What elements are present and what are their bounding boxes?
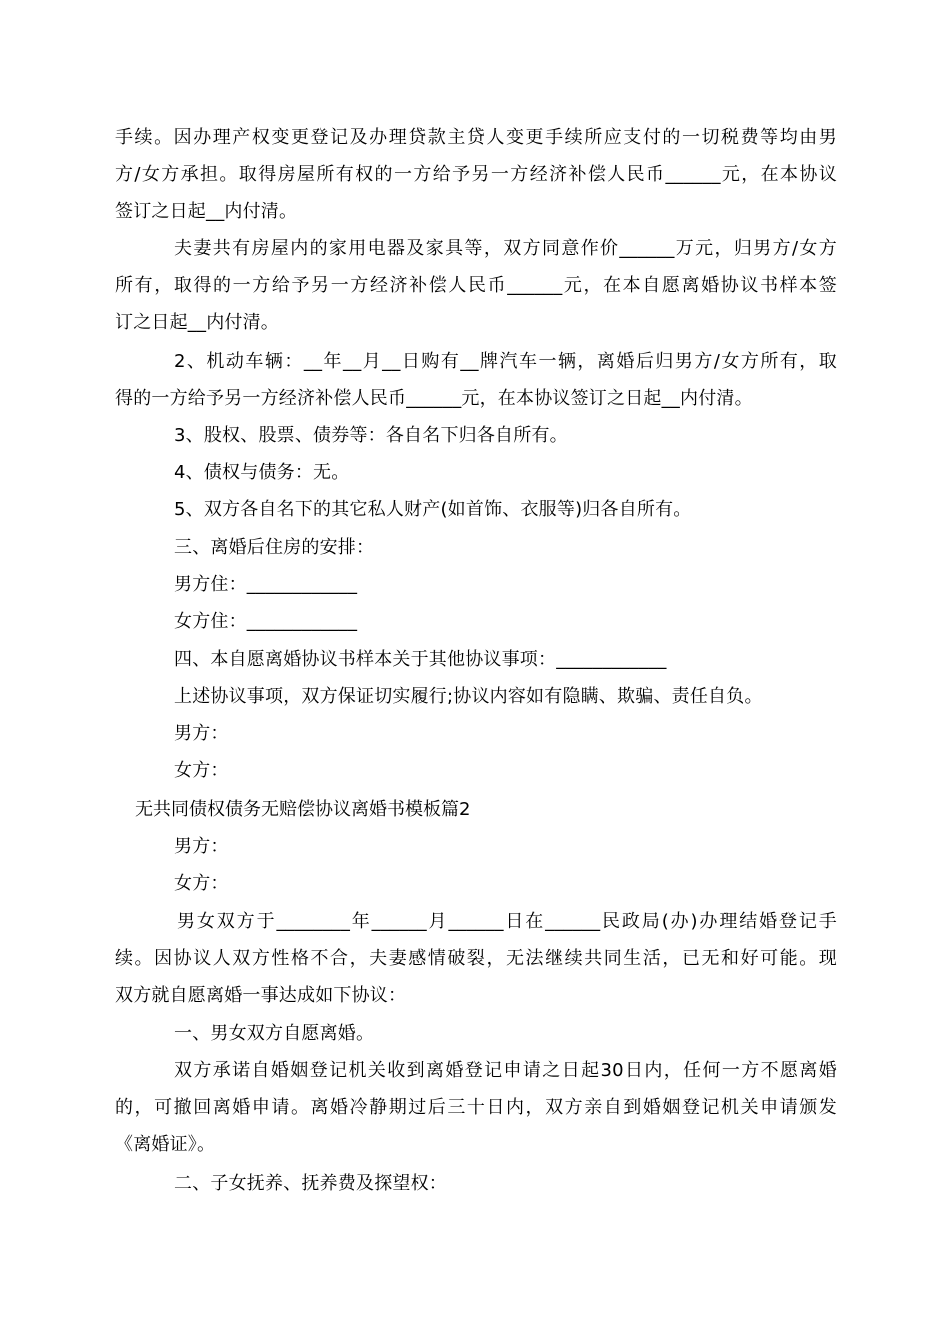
paragraph-line: 上述协议事项，双方保证切实履行;协议内容如有隐瞒、欺骗、责任自负。	[174, 686, 763, 707]
paragraph-line: 得的一方给予另一方经济补偿人民币______元，在本协议签订之日起__内付清。	[115, 388, 753, 409]
section-heading: 四、本自愿离婚协议书样本关于其他协议事项：____________	[174, 649, 667, 670]
paragraph-line: 男女双方于________年______月______日在______民政局(办)办理结婚登记手	[177, 911, 837, 932]
paragraph-line: 的，可撤回离婚申请。离婚冷静期过后三十日内，双方亲自到婚姻登记机关申请颁发	[115, 1097, 837, 1118]
paragraph-line: 3、股权、股票、债券等：各自名下归各自所有。	[174, 425, 568, 446]
paragraph-line: 男方住：____________	[174, 574, 358, 595]
section-heading: 二、子女抚养、抚养费及探望权：	[174, 1173, 447, 1194]
paragraph-line: 《离婚证》。	[115, 1134, 216, 1155]
paragraph-line: 手续。因办理产权变更登记及办理贷款主贷人变更手续所应支付的一切税费等均由男	[115, 127, 837, 148]
paragraph-line: 方/女方承担。取得房屋所有权的一方给予另一方经济补偿人民币______元，在本协议	[115, 164, 837, 185]
signature-label: 女方：	[174, 760, 229, 781]
paragraph-line: 女方住：____________	[174, 611, 358, 632]
signature-label: 男方：	[174, 723, 229, 744]
section-heading: 三、离婚后住房的安排：	[174, 537, 375, 558]
paragraph-line: 所有，取得的一方给予另一方经济补偿人民币______元，在本自愿离婚协议书样本签	[115, 275, 837, 296]
signature-label: 男方：	[174, 836, 229, 857]
paragraph-line: 续。因协议人双方性格不合，夫妻感情破裂，无法继续共同生活，已无和好可能。现	[115, 948, 837, 969]
paragraph-line: 双方承诺自婚姻登记机关收到离婚登记申请之日起30日内，任何一方不愿离婚	[174, 1060, 837, 1081]
paragraph-line: 订之日起__内付清。	[115, 312, 279, 333]
paragraph-line: 4、债权与债务：无。	[174, 462, 350, 483]
section-heading: 一、男女双方自愿离婚。	[174, 1023, 375, 1044]
paragraph-line: 2、机动车辆：__年__月__日购有__牌汽车一辆，离婚后归男方/女方所有，取	[174, 351, 837, 372]
paragraph-line: 夫妻共有房屋内的家用电器及家具等，双方同意作价______万元，归男方/女方	[174, 238, 837, 259]
paragraph-line: 双方就自愿离婚一事达成如下协议：	[115, 985, 407, 1006]
signature-label: 女方：	[174, 873, 229, 894]
paragraph-line: 5、双方各自名下的其它私人财产(如首饰、衣服等)归各自所有。	[174, 499, 692, 520]
template-title: 无共同债权债务无赔偿协议离婚书模板篇2	[135, 799, 471, 820]
paragraph-line: 签订之日起__内付清。	[115, 201, 298, 222]
